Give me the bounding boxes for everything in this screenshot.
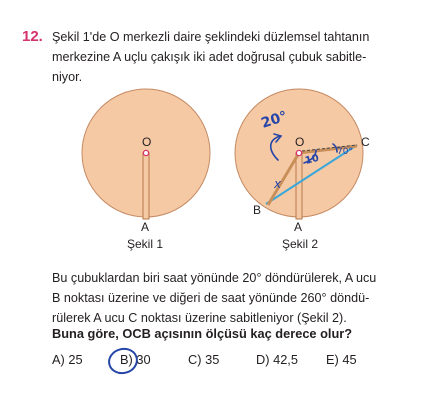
rod-a (296, 153, 302, 219)
caption-2: Şekil 2 (282, 237, 319, 251)
figure-2 (235, 89, 370, 251)
end-label-a-1: A (141, 220, 150, 234)
center-label-2: O (295, 135, 305, 149)
option-value: 25 (68, 352, 83, 367)
center-label-1: O (142, 135, 152, 149)
handwritten-angle-top: 20° (259, 108, 290, 132)
end-label-a-2: A (294, 220, 303, 234)
option-d[interactable] (256, 352, 298, 367)
option-c[interactable] (188, 352, 219, 367)
center-point-2 (296, 150, 301, 155)
option-a[interactable] (52, 352, 83, 367)
end-label-b: B (253, 203, 262, 217)
intro-line: merkezine A uçlu çakışık iki adet doğrusal çubuk sabitle- (52, 50, 367, 64)
question-text: Buna göre, OCB açısının ölçüsü kaç derece olur? (52, 326, 353, 341)
body-line: Bu çubuklardan biri saat yönünde 20° döndürülerek, A ucu (52, 271, 377, 285)
option-letter: C) (188, 352, 202, 367)
handwritten-angle-small: 10 (303, 152, 321, 167)
end-label-c: C (361, 135, 370, 149)
handwritten-x-mark: x (274, 177, 282, 191)
answer-options (52, 352, 382, 370)
option-e[interactable] (326, 352, 357, 367)
body-line: rülerek A ucu C noktası üzerine sabitleniyor (Şekil 2). (52, 311, 347, 325)
body-paragraph (52, 268, 376, 328)
handwritten-angle-right: 70° (337, 147, 353, 157)
option-value: 30 (136, 352, 151, 367)
intro-line: niyor. (52, 70, 83, 84)
option-letter: E) (326, 352, 339, 367)
body-line: B noktası üzerine ve diğeri de saat yönünde 260° döndü- (52, 291, 370, 305)
option-letter: D) (256, 352, 270, 367)
option-value: 42,5 (273, 352, 298, 367)
option-b[interactable] (120, 352, 151, 367)
option-value: 35 (205, 352, 220, 367)
question-number: 12. (22, 28, 43, 45)
option-value: 45 (342, 352, 357, 367)
rod-1 (143, 153, 149, 219)
caption-1: Şekil 1 (127, 237, 164, 251)
option-letter: A) (52, 352, 65, 367)
intro-line: Şekil 1'de O merkezli daire şeklindeki düzlemsel tahtanın (52, 30, 370, 44)
figure-1 (82, 89, 210, 251)
center-point-1 (143, 150, 148, 155)
option-letter: B) (120, 352, 133, 367)
